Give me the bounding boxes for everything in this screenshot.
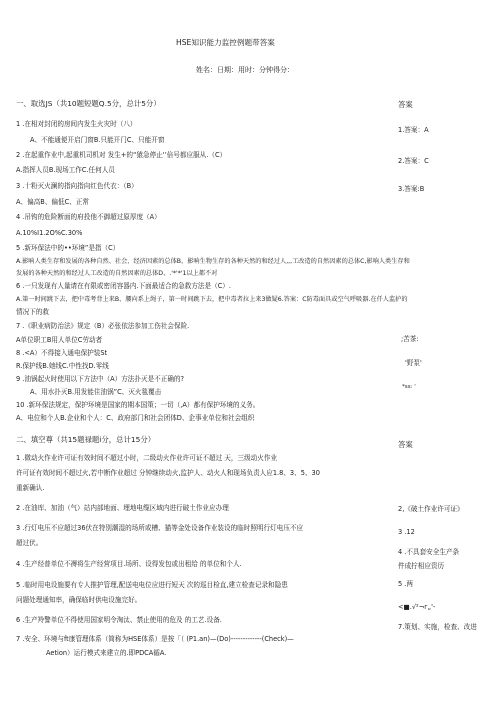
section2-heading: 二、填空尊（共15题禄题i分，总计15分）: [16, 435, 156, 444]
question-line: 超过伏。: [16, 539, 43, 547]
question-line: A.第一时间跳下去，把中毒考背上来B、腰向系上绳子，第一时间跳下去，把中毒者拉上来3做疑6.答案：C防毒面具或空气呼吸器.在仟人监护的: [16, 296, 408, 303]
question-line: 许可证有效时间不超过火,若中断作业超过 分钟继续动火,监护人、动火人和现场负责人应1.8、3、5、30: [16, 469, 320, 477]
question-line: 2 .在起重作业中,起重机司机对 发生+的“猿急停止'’倍号都应服从.（C）: [16, 151, 227, 159]
section1-heading: 一、取选JS（共10题短题Q.5分，总计5分）: [16, 99, 161, 108]
answer-item: 7.策划、实施，检查、改进: [398, 623, 477, 631]
question-line: 发展的各种天然的和经过人工改造的自然因素的总体D、.'*'*'1以上都不对: [16, 270, 218, 277]
question-line: 7 .安全、环境与ft康管理体系（简称为HSE体系）是按「（ (P1.an)—(Do)-------------(Check)—: [16, 635, 294, 643]
question-line: 6 .生产羚警单位不得使用国家明令淘汰、禁止使用的危及 的工艺.设备.: [16, 616, 222, 624]
document-title: HSE知识能力监控例题带答案: [176, 38, 275, 47]
answer-item: 4 .不具套安全生产条: [398, 548, 460, 556]
question-line: 6 .一只发现有人量请在有限或密闭容器内.下面最适合的急救方法是（C）.: [16, 282, 231, 290]
answer-item: <■.√²¬г„'-: [398, 603, 436, 611]
question-line: 3 .行灯电压不应超过36伏在特别潮湿的场所或槽、猫等金处设备作业装设的临时照明行灯电压不应: [16, 524, 304, 532]
question-line: 1 .微动火作业许可证有效时间不超过小时，二级动火作业许可证不超过 天，三级动火作业: [16, 454, 278, 462]
question-line: A.10%I1.2O%C.30%: [16, 229, 83, 237]
question-line: A、偏高B、偏低C、正常: [16, 198, 89, 206]
question-line: R.保护线B.她线C.中性找D.零线: [16, 362, 109, 370]
question-line: 9 .油锅起火时使用以下方法中（A）方法扑灭是不正确的?: [16, 375, 185, 383]
question-line: 情况下的救: [16, 308, 49, 316]
question-line: 10 .新环保法规定，保护环境是国家的期本国策；一切（,A）都有保护环境的义务。: [16, 401, 260, 409]
section2-answer-header: 答案: [398, 440, 413, 449]
question-line: A、电位和个人B.企业和个人：C、政府部门和社会团体D、企事业单位和社会组织: [16, 414, 255, 422]
question-line: 5 .临时用电设施要有专人推护管理,配送电电位应进行短天 次的巡目检直,建立检查记录和隐患: [16, 581, 288, 589]
section1-answer-header: 答案: [398, 100, 413, 109]
answer-item: 5 .两: [398, 580, 413, 588]
question-line: A单位职工B用人单位C劳动者: [16, 336, 103, 344]
question-line: 3 .十粉灭火澜的指向指向红色代衣：（B）: [16, 182, 138, 190]
answer-item: 1.答案：A: [398, 126, 429, 134]
answer-item: 件成拧相应资历: [398, 562, 445, 570]
question-line: 重新确认.: [16, 484, 45, 492]
question-line: A.指挥人员B.现场工作C.任何人员: [16, 166, 115, 174]
answer-item: 2,《破土作业许可证》: [398, 505, 464, 513]
answer-item: 3.答案:B: [398, 185, 425, 193]
question-line: Aetion）运行模式来建立的.即PDCA循A.: [46, 649, 167, 657]
answer-item: 2.答案：C: [398, 157, 429, 165]
question-line: A、用水扑灭B.用发能住油锅”C、灭火毯覆击: [30, 388, 162, 396]
question-line: A.影响人类生存和发展的各种自然、社会、经济因素的总体B、影响生物生存的各种天然的和经过人,,,工改造的自然因素的总体C,影响人类生存和: [16, 258, 410, 265]
question-line: 7 .《职业病防治法》规定（B）必张依法参加工伤社会保险.: [16, 322, 190, 330]
question-line: 2 .在油库、加油（气）站内部地面、埋地电缆区域内进行破土作业应办理: [16, 504, 229, 512]
question-line: 1 .在相对封闭的房间内发生火灾时（八）: [16, 120, 137, 128]
question-line: 5 .新环保法中的••环境”是指（C）: [16, 244, 120, 252]
info-fields: 姓名：日期：用时：分钟得分：: [196, 66, 294, 74]
answer-item: *ss: ': [402, 384, 416, 390]
question-line: 4 .生产经普单位不褥将生产经营项目.场所、设得发包或出租给 的单位和个人.: [16, 560, 242, 568]
answer-item: '野泵': [405, 359, 422, 367]
question-line: A、不能通便开启门窗B.只能开门C、只能开窗: [30, 136, 165, 144]
answer-item: ;苦茶:: [401, 335, 419, 343]
question-line: 8 .<A）不得接入通电保护装St: [16, 349, 108, 357]
answer-item: 3 .12: [398, 528, 415, 536]
question-line: 4 .吊钩的危险断面的府投他不御超过原厚度（A）: [16, 213, 161, 221]
question-line: 问题处理通知率，确保临时供电设施完好。: [16, 596, 142, 604]
